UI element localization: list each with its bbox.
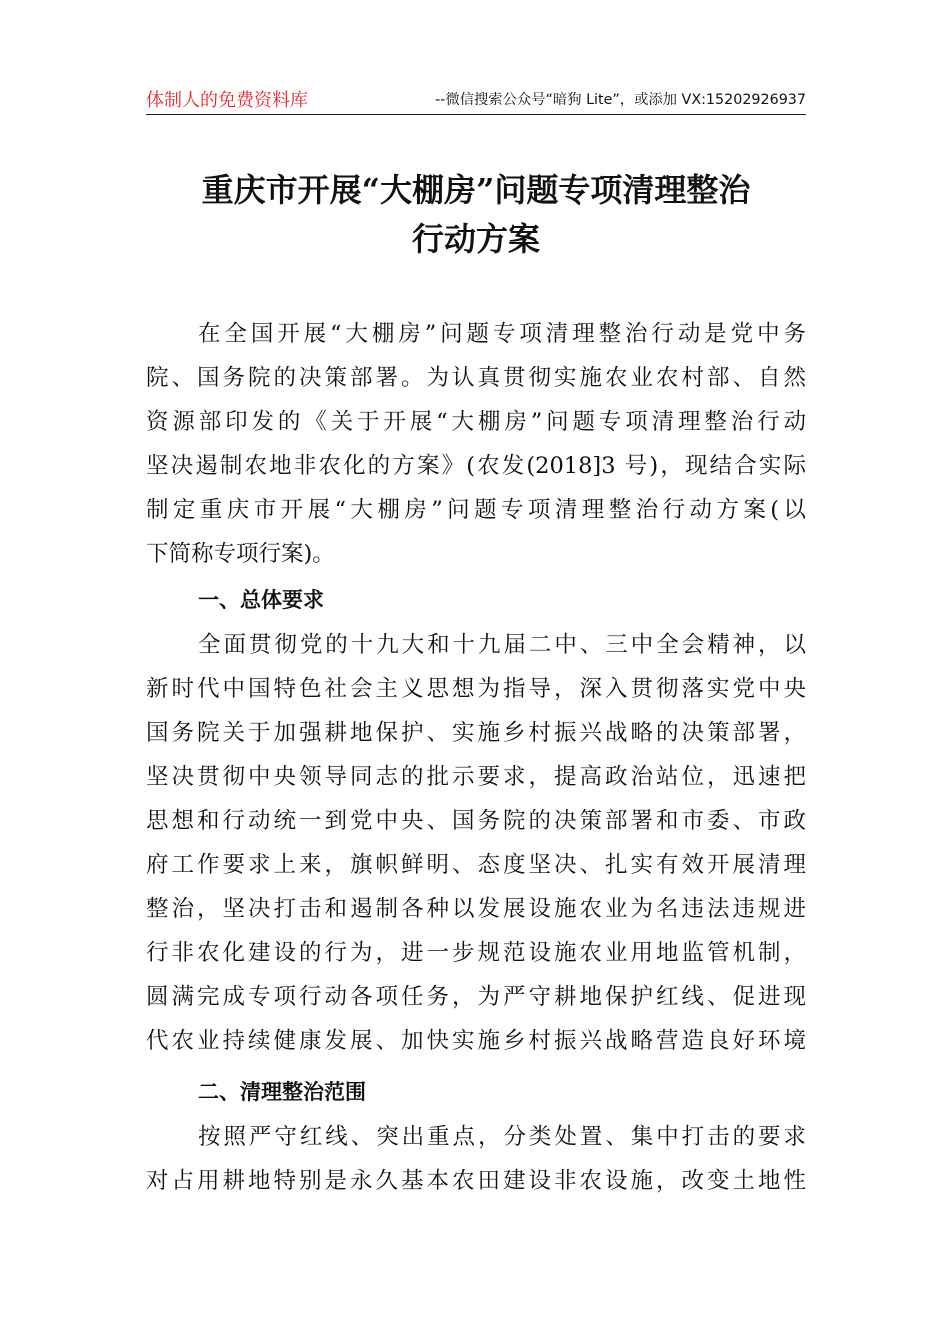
section1-line: 坚决贯彻中央领导同志的批示要求，提高政治站位，迅速把 — [146, 764, 806, 790]
section-heading-scope: 二、清理整治范围 — [198, 1080, 366, 1104]
section1-line: 新时代中国特色社会主义思想为指导，深入贯彻落实党中央 — [146, 676, 806, 702]
intro-line: 资源部印发的《关于开展“大棚房”问题专项清理整治行动 — [146, 409, 806, 435]
page-header — [146, 84, 806, 115]
section2-line: 对占用耕地特别是永久基本农田建设非农设施，改变土地性 — [146, 1168, 806, 1194]
header-contact: --微信搜索公众号“暗狗 Lite”，或添加 VX:15202926937 — [435, 92, 806, 108]
document-title-line-1: 重庆市开展“大棚房”问题专项清理整治 — [201, 171, 751, 209]
section1-line: 国务院关于加强耕地保护、实施乡村振兴战略的决策部署， — [146, 720, 806, 746]
intro-line: 院、国务院的决策部署。为认真贯彻实施农业农村部、自然 — [146, 365, 806, 391]
section1-line: 代农业持续健康发展、加快实施乡村振兴战略营造良好环境 — [146, 1028, 806, 1054]
section1-line: 思想和行动统一到党中央、国务院的决策部署和市委、市政 — [146, 808, 806, 834]
section1-line: 行非农化建设的行为，进一步规范设施农业用地监管机制， — [146, 940, 806, 966]
section-heading-general-requirements: 一、总体要求 — [198, 588, 324, 612]
intro-line: 下简称专项行案)。 — [146, 541, 335, 567]
section2-line: 按照严守红线、突出重点，分类处置、集中打击的要求 — [198, 1124, 806, 1150]
section1-line: 整治，坚决打击和遏制各种以发展设施农业为名违法违规进 — [146, 896, 806, 922]
document-title-line-2: 行动方案 — [411, 220, 540, 258]
intro-line: 坚决遏制农地非农化的方案》(农发(2018]3 号)，现结合实际 — [146, 453, 806, 479]
intro-line: 在全国开展“大棚房”问题专项清理整治行动是党中务 — [198, 321, 806, 347]
intro-line: 制定重庆市开展“大棚房”问题专项清理整治行动方案(以 — [146, 497, 806, 523]
section1-line: 全面贯彻党的十九大和十九届二中、三中全会精神，以 — [198, 632, 806, 658]
section1-line: 府工作要求上来，旗帜鲜明、态度坚决、扎实有效开展清理 — [146, 852, 806, 878]
header-brand: 体制人的免费资料库 — [146, 90, 308, 111]
section1-line: 圆满完成专项行动各项任务，为严守耕地保护红线、促进现 — [146, 984, 806, 1010]
